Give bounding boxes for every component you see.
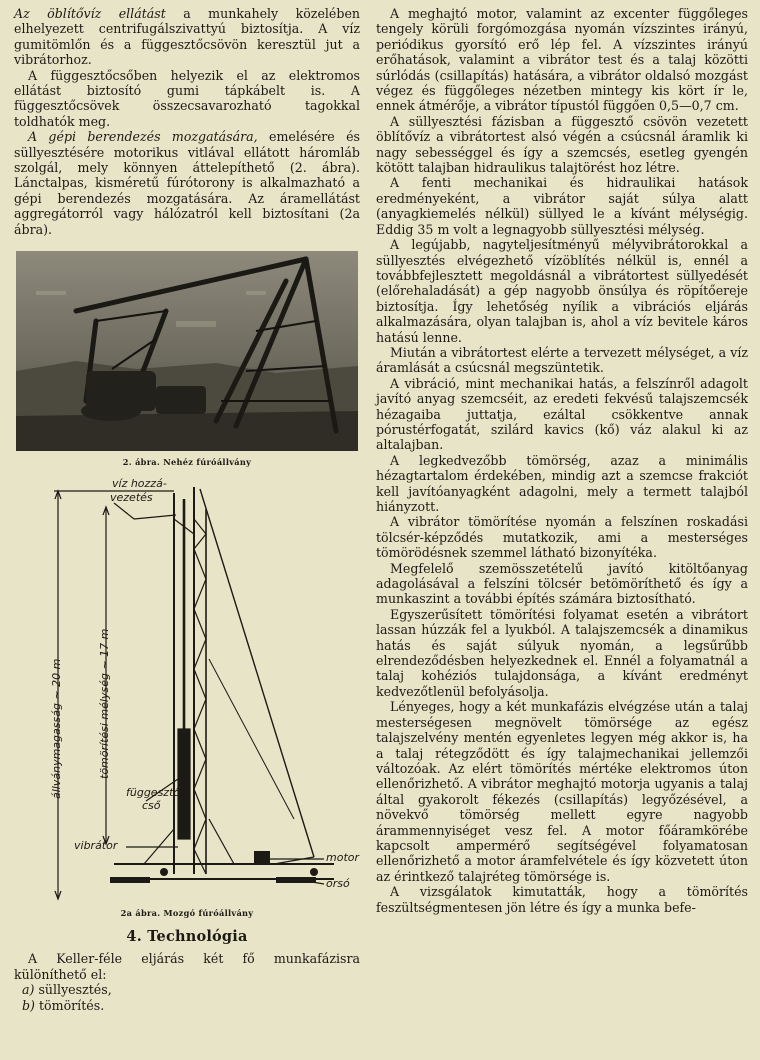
label-suspension-pipe: függesztő-	[126, 786, 185, 800]
heavy-drilling-rig-photo	[16, 251, 358, 451]
phase-list	[14, 982, 360, 1013]
list-marker: b)	[22, 997, 35, 1013]
paragraph-water-supply	[14, 6, 360, 68]
figure-caption-heavy-rig: 2. ábra. Nehéz fúróállvány	[122, 457, 252, 468]
paragraph-text: a munkahely közelében elhelyezett centrifugálszivattyú biztosítja. A víz gumitömlőn és a függesztőcsövön keresztül jut a vibrátorhoz.	[14, 6, 361, 68]
list-item	[22, 998, 360, 1014]
label-suspension-pipe-2: cső	[142, 799, 161, 813]
paragraph-machinery	[14, 129, 360, 237]
paragraph: Lényeges, hogy a két munkafázis elvégzése után a talaj mesterségesen megnövelt tömörsége az egész talajszelvény mentén egyenletes legyen még akkor is, ha a talaj rétegződött és így talajmechanikai jellemzői változóak. Az elért tömörítés mértéke elektromos úton ellenőrizhető. A vibrátor meghajtó motorja ugyanis a talaj által gyakorolt fékezés (csillapítás) legyőzésével, a növekvő tömörség mellett egyre nagyobb árammennyiséget vesz fel. A motor főáramkörébe kapcsolt ampermérő segítségével folyamatosan ellenőrizhető a motor áramfelvétele és így közvetett úton az érintkező talajréteg tömörsége is.	[376, 699, 748, 884]
paragraph: A legkedvezőbb tömörség, azaz a minimális hézagtartalom érdekében, mindig azt a szemcse frakciót kell javítóanyagként adagolni, mely a termett talajból hiányzott.	[376, 452, 748, 514]
paragraph: A fenti mechanikai és hidraulikai hatások eredményeként, a vibrátor saját súlya alatt (anyagkiemelés nélkül) süllyed le a kívánt mélységig. Eddig 35 m volt a legnagyobb süllyesztési mélység.	[376, 175, 748, 237]
label-crawler: orsó	[326, 877, 350, 891]
paragraph: A vibrátor tömörítése nyomán a felszínen roskadási tölcsér-képződés mutatkozik, ami a mesterséges tömörödésnek szemmel látható bizonyítéka.	[376, 514, 748, 561]
paragraph-cable	[14, 68, 360, 130]
paragraph-text: A függesztőcsőben helyezik el az elektromos ellátást biztosító gumi tápkábelt is. A függesztőcsövek összecsavarozható tagokkal toldhatók meg.	[14, 67, 360, 129]
figure-caption-mobile-rig: 2a ábra. Mozgó fúróállvány	[120, 908, 254, 919]
label-rig-height: állványmagasság ~ 20 m	[50, 658, 63, 800]
paragraph-lead: Az öblítővíz ellátást	[14, 6, 166, 21]
paragraph-text: emelésére és süllyesztésére motorikus vitlával ellátott háromláb szolgál, mely könnyen áttelepíthető (2. ábra). Lánctalpas, kisméretű fúrótorony is alkalmazható a gépi berendezés mozgatására. Az áramellátást aggregátorról vagy hálózatról kell biztosítani (2a ábra).	[14, 129, 360, 237]
list-text: tömörítés.	[39, 997, 105, 1013]
paragraph: A vibráció, mint mechanikai hatás, a felszínről adagolt javító anyag szemcséit, az eredeti fekvésű talajszemcsék hézagaiba juttatja, ezáltal csökkentve annak pórustérfogatát, szilárd kavics (kő) váz alakul ki az altalajban.	[376, 375, 748, 453]
label-vibrator: vibrátor	[74, 839, 118, 853]
label-water-feed: víz hozzá-	[112, 477, 167, 491]
list-text: süllyesztés,	[38, 981, 112, 997]
label-water-feed-2: vezetés	[110, 491, 153, 505]
mobile-rig-drawing	[14, 479, 360, 914]
paragraph: A meghajtó motor, valamint az excenter függőleges tengely körüli forgómozgása nyomán vízszintes irányú, periódikus gyorsító erő lép fel. A vízszintes irányú erőhatások, valamint a vibrátor test és a talaj közötti súrlódás (csillapítás) hatására, a vibrátor oldalsó mozgást végez és függőleges nézetben mintegy kis kört ír le, ennek átmérője, a vibrátor típustól függően 0,5—0,7 cm.	[376, 6, 748, 114]
paragraph: A vizsgálatok kimutatták, hogy a tömörítés feszültségmentesen jön létre és így a munka befe-	[376, 884, 748, 915]
paragraph: Megfelelő szemösszetételű javító kitöltőanyag adagolásával a felszíni tölcsér betömöríthető és így a munkaszint a további építés számára biztosítható.	[376, 560, 748, 607]
paragraph-lead: A gépi berendezés mozgatására,	[28, 129, 258, 145]
rig-photo-image	[16, 251, 358, 451]
left-column	[14, 6, 360, 1013]
paragraph: Egyszerűsített tömörítési folyamat esetén a vibrátort lassan húzzák fel a lyukból. A talajszemcsék a dinamikus hatás és saját súlyuk nyomán, a legsűrűbb elrendeződésben helyezkednek el. Ennél a folyamatnál a talaj kohéziós tulajdonsága, a kívánt eredményt kedvezőtlenül befolyásolja.	[376, 606, 748, 699]
right-column	[376, 6, 748, 915]
paragraph: Miután a vibrátortest elérte a tervezett mélységet, a víz áramlását a csúcsnál megszüntetik.	[376, 344, 748, 376]
paragraph: A legújabb, nagyteljesítményű mélyvibrátorokkal a süllyesztés elvégezhető vízöblítés nélkül is, ennél a továbbfejlesztett megoldásnál a vibrátortest süllyedését (előrehaladását) a gép nagyobb önsúlya és röpítőereje biztosítja. Így lehetőség nyílik a vibrációs eljárás alkalmazására, olyan talajban is, ahol a víz bevitele káros hatású lenne.	[376, 237, 748, 345]
mobile-rig-diagram	[14, 479, 360, 914]
label-compaction-depth: tömörítési mélység ~ 17 m	[98, 628, 111, 780]
list-marker: a)	[22, 981, 35, 997]
section-intro: A Keller-féle eljárás két fő munkafázisra különíthető el:	[14, 951, 360, 982]
paragraph: A süllyesztési fázisban a függesztő csövön vezetett öblítővíz a vibrátortest alsó végén a csúcsnál áramlik ki nagy sebességgel és így a szemcsés, esetleg gyengén kötött talajban hidraulikus talajtörést hoz létre.	[376, 113, 748, 176]
section-title: 4. Technológia	[126, 928, 248, 946]
list-item	[22, 982, 360, 998]
label-motor: motor	[326, 851, 360, 865]
